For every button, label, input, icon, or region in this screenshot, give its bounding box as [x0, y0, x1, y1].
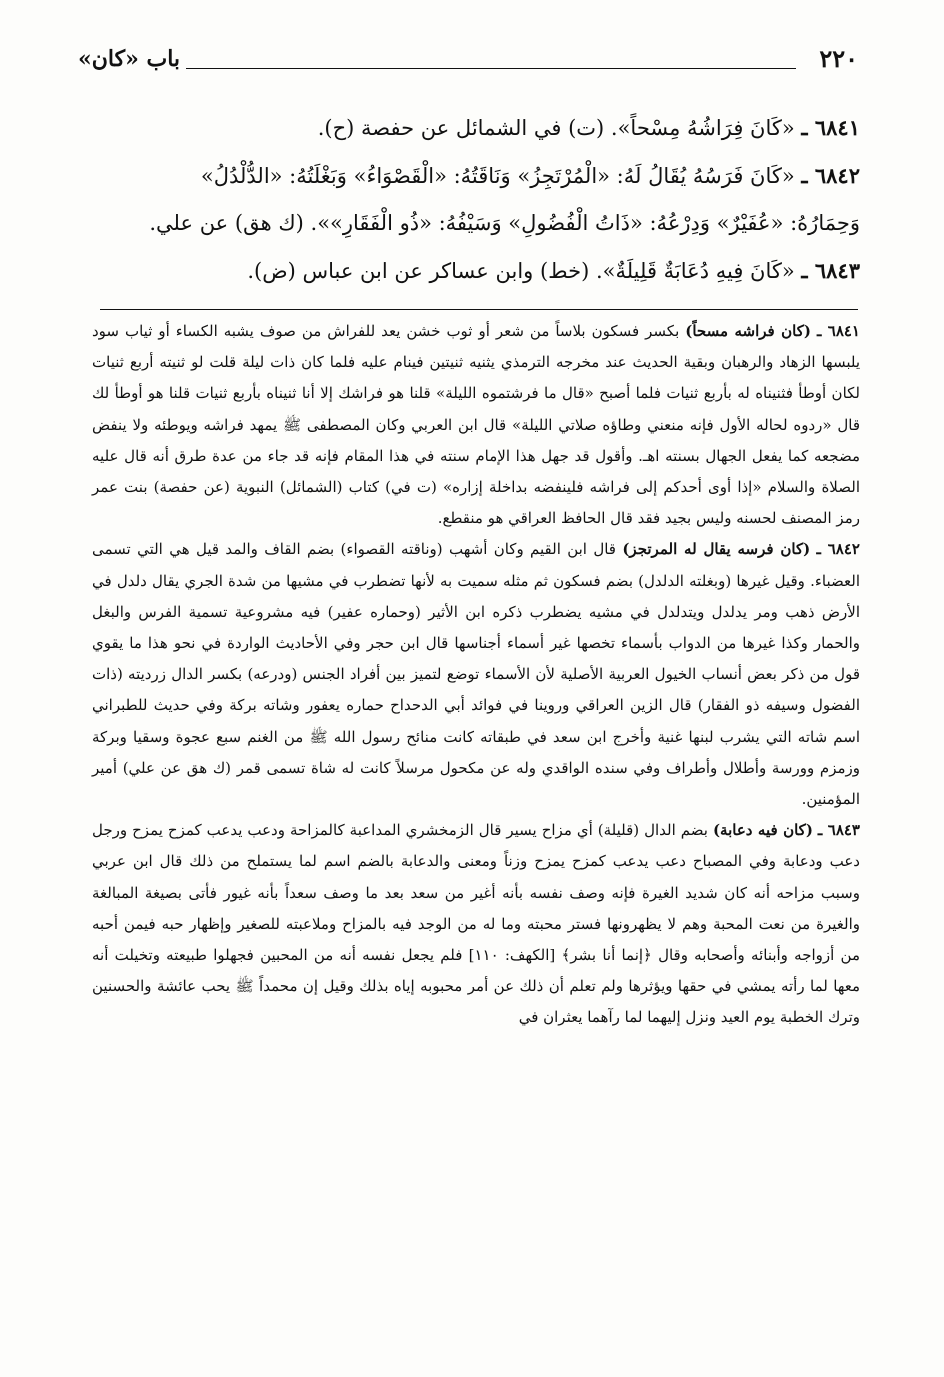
hadith-section	[100, 104, 860, 295]
hadith-line	[100, 104, 860, 152]
commentary-paragraph	[92, 815, 860, 1033]
section-divider	[100, 309, 858, 310]
commentary-heading: (كان فراشه مسحاً)	[685, 322, 811, 340]
commentary-paragraph	[92, 316, 860, 534]
page-number: ٢٢٠	[819, 44, 858, 73]
commentary-number: ٦٨٤٢ ـ	[816, 540, 860, 559]
hadith-line	[100, 152, 860, 200]
commentary-paragraph	[92, 534, 860, 815]
hadith-text: «كَانَ فِيهِ دُعَابَةٌ قَلِيلَةٌ». (خط) وابن عساكر عن ابن عباس (ض).	[247, 259, 795, 283]
commentary-number: ٦٨٤١ ـ	[816, 322, 860, 340]
hadith-line	[100, 247, 860, 295]
commentary-heading: (كان فرسه يقال له المرتجز)	[622, 540, 811, 559]
chapter-title: باب «كان»	[78, 46, 181, 72]
commentary-text: بكسر فسكون بلاساً من شعر أو ثوب خشن يعد للفراش من صوف يشبه الكساء أو ثياب سود يلبسها الزهاد والرهبان وبقية الحديث عند مخرجه الترمذي يثنيه ثنيتين فينام عليه فلما كان ذات ليلة قلت لو ثنيته أربع ثنيات لكان أوطأ فثنيناه له بأربع ثنيات فلما أصبح «قال ما فرشتموه الليلة» قلنا هو فراشك إلا أنا ثنيناه بأربع ثنيات قلنا هو أوطأ لك قال «ردوه لحاله الأول فإنه منعني وطاؤه صلاتي الليلة» قال ابن العربي وكان المصطفى ﷺ يمهد فراشه ويوطئه ولا ينفض مضجعه كما يفعل الجهال بسنته اهـ. وأقول قد جهل هذا الإمام سنته في هذا المقام فإنه قد جاء من عدة طرق أنه قال عليه الصلاة والسلام «إذا أوى أحدكم إلى فراشه فلينفضه بداخلة إزاره» (ت في) كتاب (الشمائل) النبوية (عن حفصة) بنت عمر رمز المصنف لحسنه وليس بجيد فقد قال الحافظ العراقي هو منقطع.	[92, 322, 860, 528]
hadith-text: «كَانَ فِرَاشُهُ مِسْحاً». (ت) في الشمائل عن حفصة (ح).	[317, 116, 795, 140]
commentary-number: ٦٨٤٣ ـ	[817, 821, 860, 840]
hadith-number: ٦٨٤٣ ـ	[801, 258, 860, 283]
hadith-number: ٦٨٤١ ـ	[801, 115, 860, 140]
page-header	[78, 44, 858, 84]
commentary-text: بضم الدال (قليلة) أي مزاح يسير قال الزمخشري المداعبة كالمزاحة ودعب يدعب كمزح يمزح ورجل دعب ودعابة وفي المصباح دعب يدعب كمزح يمزح وزناً ومعنى والدعابة بالضم اسم لما يستملح من ذلك قال ابن عربي وسبب مزاحه أنه كان شديد الغيرة فإنه وصف نفسه بأنه أغير من سعد بعد ما وصف سعداً بأنه غيور فأتى بصيغة المبالغة والغيرة من نعت المحبة وهم لا يظهرونها فستر محبته وما له من الوجد فيه بالمزاح وملاعبته للصغير وإظهار حبه فيمن أحبه من أزواجه وأبنائه وأصحابه وقال ﴿إنما أنا بشر﴾ [الكهف: ١١٠] فلم يجعل نفسه أنه من المحبين فجهلوا طبيعته وتخيلت أنه معها لما رأته يمشي في حقها ويؤثرها ولم تعلم أن ذلك عن أمر محبوبه إياه بذلك وقيل إن محمداً ﷺ يحب عائشة والحسنين وترك الخطبة يوم العيد ونزل إليهما لما رآهما يعثران في	[92, 821, 861, 1027]
commentary-section	[92, 316, 860, 1034]
hadith-line	[100, 200, 860, 247]
hadith-text: «كَانَ فَرَسُهُ يُقَالُ لَهُ: «الْمُرْتَجِزُ» وَنَاقَتُهُ: «الْقَصْوَاءُ» وَبَغْلَتُهُ: «الدُّلْدُلُ»	[200, 164, 795, 188]
commentary-text: قال ابن القيم وكان أشهب (وناقته القصواء) بضم القاف والمد قيل هي التي تسمى العضباء. وقيل غيرها (وبغلته الدلدل) بضم فسكون ثم مثله سميت به لأنها تضطرب في مشيها من شدة الجري يقال دلدل في الأرض ذهب ومر يدلدل ويتدلدل في مشيه يضطرب ذكره ابن الأثير (وحماره عفير) فيه مشروعية تسمية الفرس والبغل والحمار وكذا غيرها من الدواب بأسماء تخصها غير أسماء أجناسها قال ابن حجر وفي الأحاديث الواردة في نحو هذا ما يقوي قول من ذكر بعض أنساب الخيول العربية الأصلية لأن الأسماء توضع لتميز بين أفراد الجنس (ودرعه) بكسر الدال زرديته (ذات الفضول وسيفه ذو الفقار) قال الزين العراقي وروينا في فوائد أبي الدحداح حماره يعفور وشاته بركة وفي حديث للطبراني اسم شاته التي يشرب لبنها غنية وأخرج ابن سعد في طبقاته كانت منائح رسول الله ﷺ من الغنم سبع عجوة وسقيا وبركة وزمزم وورسة وأطلال وأطراف وفي سنده الواقدي وله عن مكحول مرسلاً كانت له شاة تسمى قمر (ك هق عن علي) أمير المؤمنين.	[92, 540, 861, 809]
hadith-text: وَحِمَارُهُ: «عُفَيْرٌ» وَدِرْعُهُ: «ذَاتُ الْفُضُولِ» وَسَيْفُهُ: «ذُو الْفَقَارِ»». (ك هق) عن علي.	[149, 211, 860, 235]
header-rule	[186, 68, 796, 69]
hadith-number: ٦٨٤٢ ـ	[801, 163, 860, 188]
commentary-heading: (كان فيه دعابة)	[712, 821, 813, 840]
